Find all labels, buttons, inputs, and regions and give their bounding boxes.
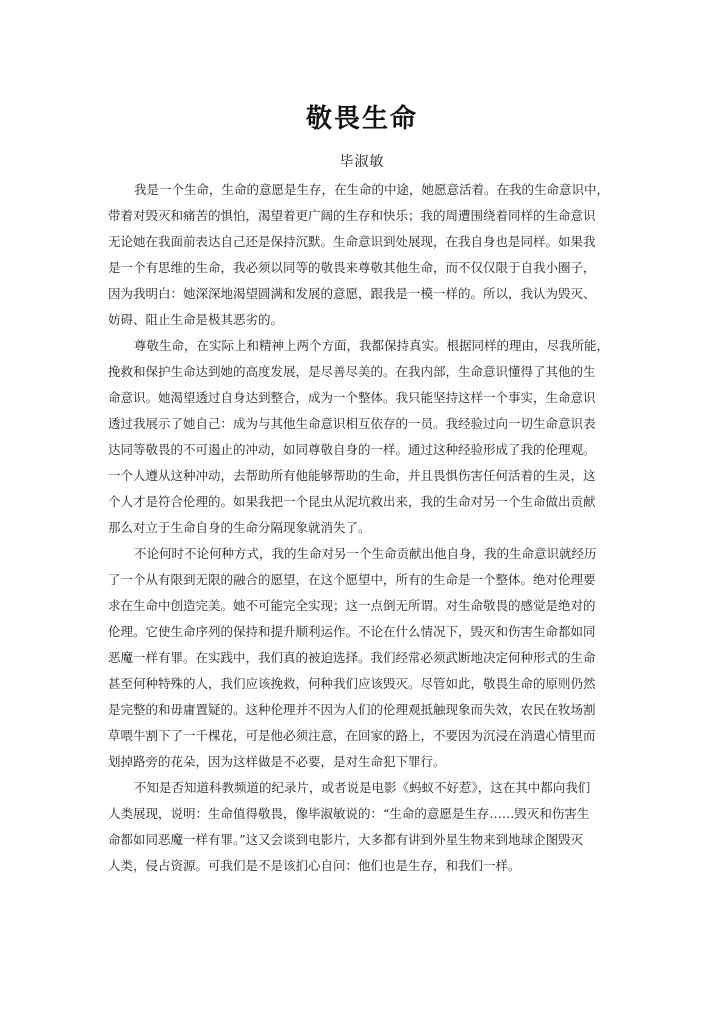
text-line: 带着对毁灭和痛苦的惧怕，渴望着更广阔的生存和快乐；我的周遭围绕着同样的生命意识: [108, 208, 596, 223]
text-line: 命意识。她渴望透过自身达到整合，成为一个整体。我只能坚持这样一个事实，生命意识: [108, 390, 596, 405]
text-line: 不知是否知道科教频道的纪录片，或者说是电影《蚂蚁不好惹》，这在其中都向我们: [134, 780, 591, 795]
text-line: 伦理。它使生命序列的保持和提升顺利运作。不论在什么情况下，毁灭和伤害生命都如同: [108, 624, 596, 639]
text-line: 是完整的和毋庸置疑的。这种伦理并不因为人们的伦理观抵触现象而失效，农民在牧场割: [108, 702, 596, 717]
text-line: 草喂牛割下了一千棵花，可是他必须注意，在回家的路上，不要因为沉浸在消遣心情里而: [108, 728, 596, 743]
paragraph-2: [108, 333, 634, 541]
text-line: 人类展现，说明：生命值得敬畏，像毕淑敏说的：“生命的意愿是生存……毁灭和伤害生: [108, 806, 590, 821]
document-body: [108, 177, 634, 879]
text-line: 尊敬生命，在实际上和精神上两个方面，我都保持真实。根据同样的理由，尽我所能，: [134, 338, 610, 353]
text-line: 恶魔一样有罪。在实践中，我们真的被迫选择。我们经常必须武断地决定何种形式的生命: [108, 650, 596, 665]
text-line: 甚至何种特殊的人，我们应该挽救，何种我们应该毁灭。尽管如此，敬畏生命的原则仍然: [108, 676, 596, 691]
text-line: 我是一个生命，生命的意愿是生存，在生命的中途，她愿意活着。在我的生命意识中，: [134, 182, 610, 197]
text-line: 妨碍、阻止生命是极其恶劣的。: [108, 312, 284, 327]
text-line: 无论她在我面前表达自己还是保持沉默。生命意识到处展现，在我自身也是同样。如果我: [108, 234, 596, 249]
text-line: 划掉路旁的花朵，因为这样做是不必要，是对生命犯下罪行。: [108, 754, 446, 769]
text-line: 一个人遵从这种冲动，去帮助所有他能够帮助的生命，并且畏惧伤害任何活着的生灵，这: [108, 468, 596, 483]
paragraph-3: [108, 541, 634, 775]
text-line: 命都如同恶魔一样有罪。”这又会谈到电影片，大多都有讲到外星生物来到地球企图毁灭: [108, 832, 584, 847]
paragraph-1: [108, 177, 634, 333]
text-line: 求在生命中创造完美。她不可能完全实现；这一点倒无所谓。对生命敬畏的感觉是绝对的: [108, 598, 596, 613]
text-line: 达同等敬畏的不可遏止的冲动，如同尊敬自身的一样。通过这种经验形成了我的伦理观。: [108, 442, 596, 457]
text-line: 因为我明白：她深深地渴望圆满和发展的意愿，跟我是一模一样的。所以，我认为毁灭、: [108, 286, 596, 301]
text-line: 透过我展示了她自己：成为与其他生命意识相互依存的一员。我经验过向一切生命意识表: [108, 416, 596, 431]
text-line: 人类，侵占资源。可我们是不是该扪心自问：他们也是生存，和我们一样。: [108, 858, 521, 873]
document-title: 敬畏生命: [305, 104, 418, 134]
paragraph-4: [108, 775, 634, 879]
text-line: 不论何时不论何种方式，我的生命对另一个生命贡献出他自身，我的生命意识就经历: [134, 546, 597, 561]
text-line: 那么对立于生命自身的生命分隔现象就消失了。: [108, 520, 371, 535]
text-line: 了一个从有限到无限的融合的愿望，在这个愿望中，所有的生命是一个整体。绝对伦理要: [108, 572, 596, 587]
text-line: 挽救和保护生命达到她的高度发展，是尽善尽美的。在我内部，生命意识懂得了其他的生: [108, 364, 596, 379]
text-line: 个人才是符合伦理的。如果我把一个昆虫从泥坑救出来，我的生命对另一个生命做出贡献: [108, 494, 596, 509]
text-line: 是一个有思维的生命，我必须以同等的敬畏来尊敬其他生命，而不仅仅限于自我小圈子，: [108, 260, 596, 275]
document-author: 毕淑敏: [339, 154, 385, 170]
